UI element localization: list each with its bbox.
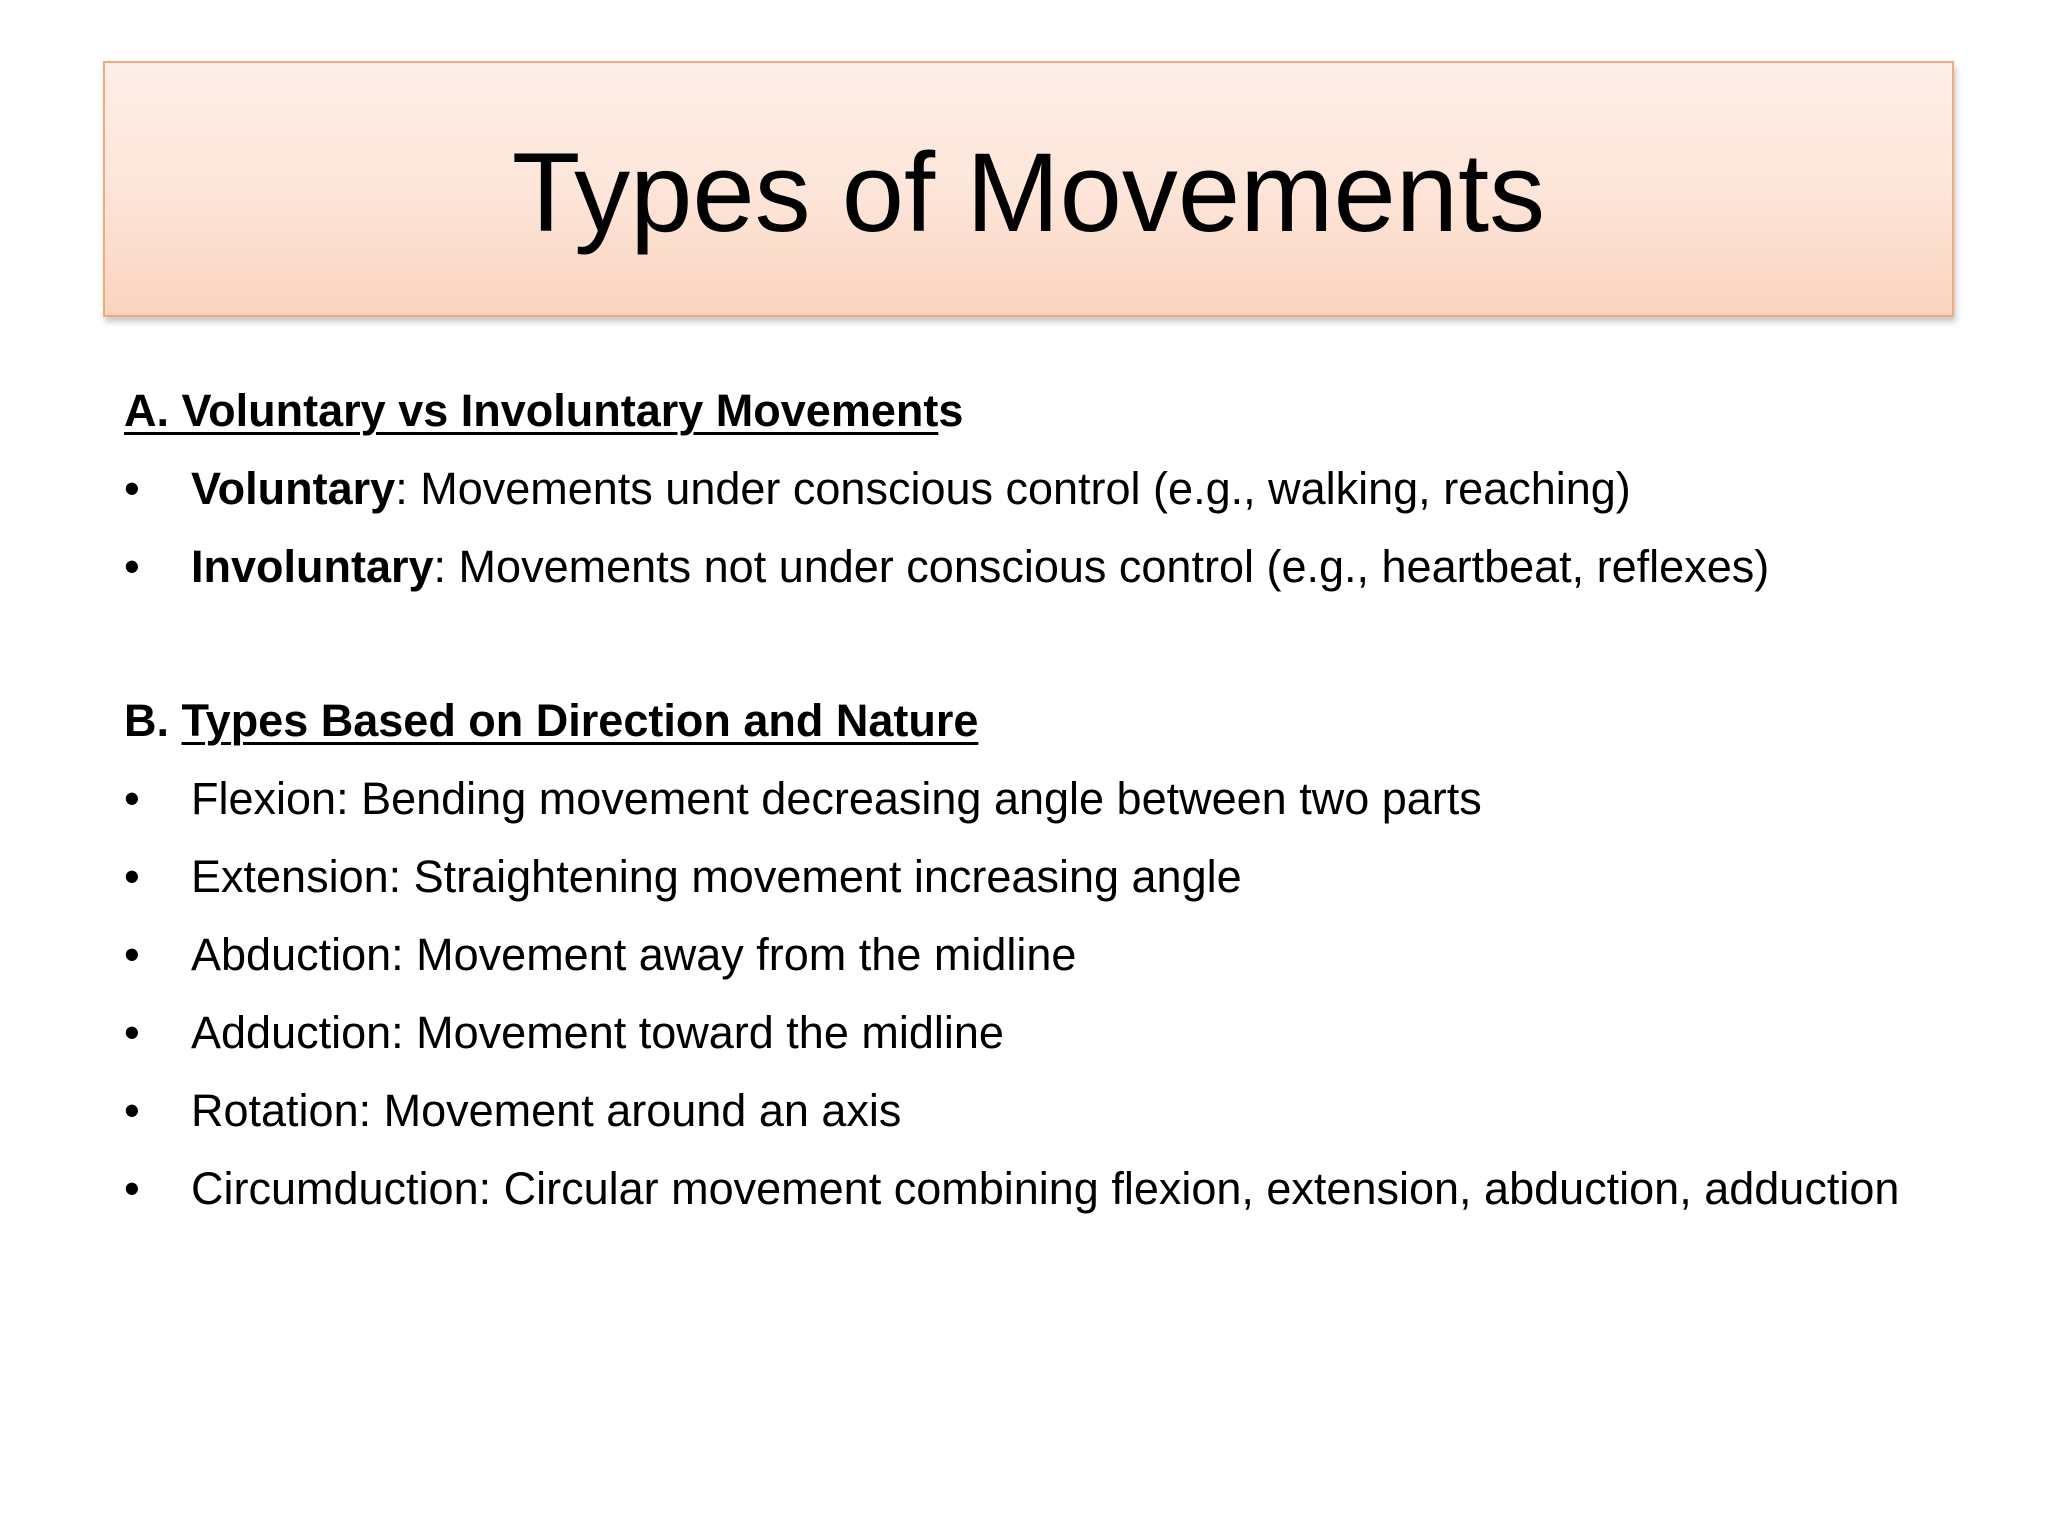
slide-title-box xyxy=(103,61,1954,317)
list-item xyxy=(124,1156,1944,1222)
bullet-icon: • xyxy=(124,541,140,592)
list-item xyxy=(124,922,1944,988)
section-a-heading-underlined: A. Voluntary vs Involuntary Movement xyxy=(124,385,939,436)
list-item xyxy=(124,766,1944,832)
list-item xyxy=(124,844,1944,910)
section-b-heading-prefix: B. xyxy=(124,695,182,746)
list-item-text: Extension: Straightening movement increasing angle xyxy=(191,851,1242,902)
bullet-icon: • xyxy=(124,1085,140,1136)
section-b-heading xyxy=(124,688,1944,766)
list-item xyxy=(124,1078,1944,1144)
section-b-list xyxy=(124,766,1944,1222)
list-item-text: Circumduction: Circular movement combining flexion, extension, abduction, adduction xyxy=(191,1163,1900,1214)
bullet-icon: • xyxy=(124,1163,140,1214)
list-item xyxy=(124,1000,1944,1066)
bullet-icon: • xyxy=(124,463,140,514)
section-a-heading xyxy=(124,378,1944,456)
list-item-text: : Movements not under conscious control (e.g., heartbeat, reflexes) xyxy=(433,541,1770,592)
bullet-icon: • xyxy=(124,851,140,902)
list-item-text: : Movements under conscious control (e.g., walking, reaching) xyxy=(395,463,1631,514)
bullet-icon: • xyxy=(124,1007,140,1058)
list-item-text: Rotation: Movement around an axis xyxy=(191,1085,902,1136)
list-item-text: Abduction: Movement away from the midline xyxy=(191,929,1077,980)
bullet-icon: • xyxy=(124,773,140,824)
list-item xyxy=(124,534,1944,600)
list-item-term: Voluntary xyxy=(191,463,396,514)
list-item-text: Flexion: Bending movement decreasing angle between two parts xyxy=(191,773,1482,824)
section-b-heading-underlined: Types Based on Direction and Nature xyxy=(181,695,979,746)
slide-title: Types of Movements xyxy=(511,130,1546,255)
section-spacer xyxy=(124,612,1944,688)
slide-body xyxy=(124,378,1944,1234)
list-item-term: Involuntary xyxy=(191,541,434,592)
list-item xyxy=(124,456,1944,522)
section-a-list xyxy=(124,456,1944,600)
bullet-icon: • xyxy=(124,929,140,980)
list-item-text: Adduction: Movement toward the midline xyxy=(191,1007,1004,1058)
section-a-heading-tail: s xyxy=(938,385,964,436)
